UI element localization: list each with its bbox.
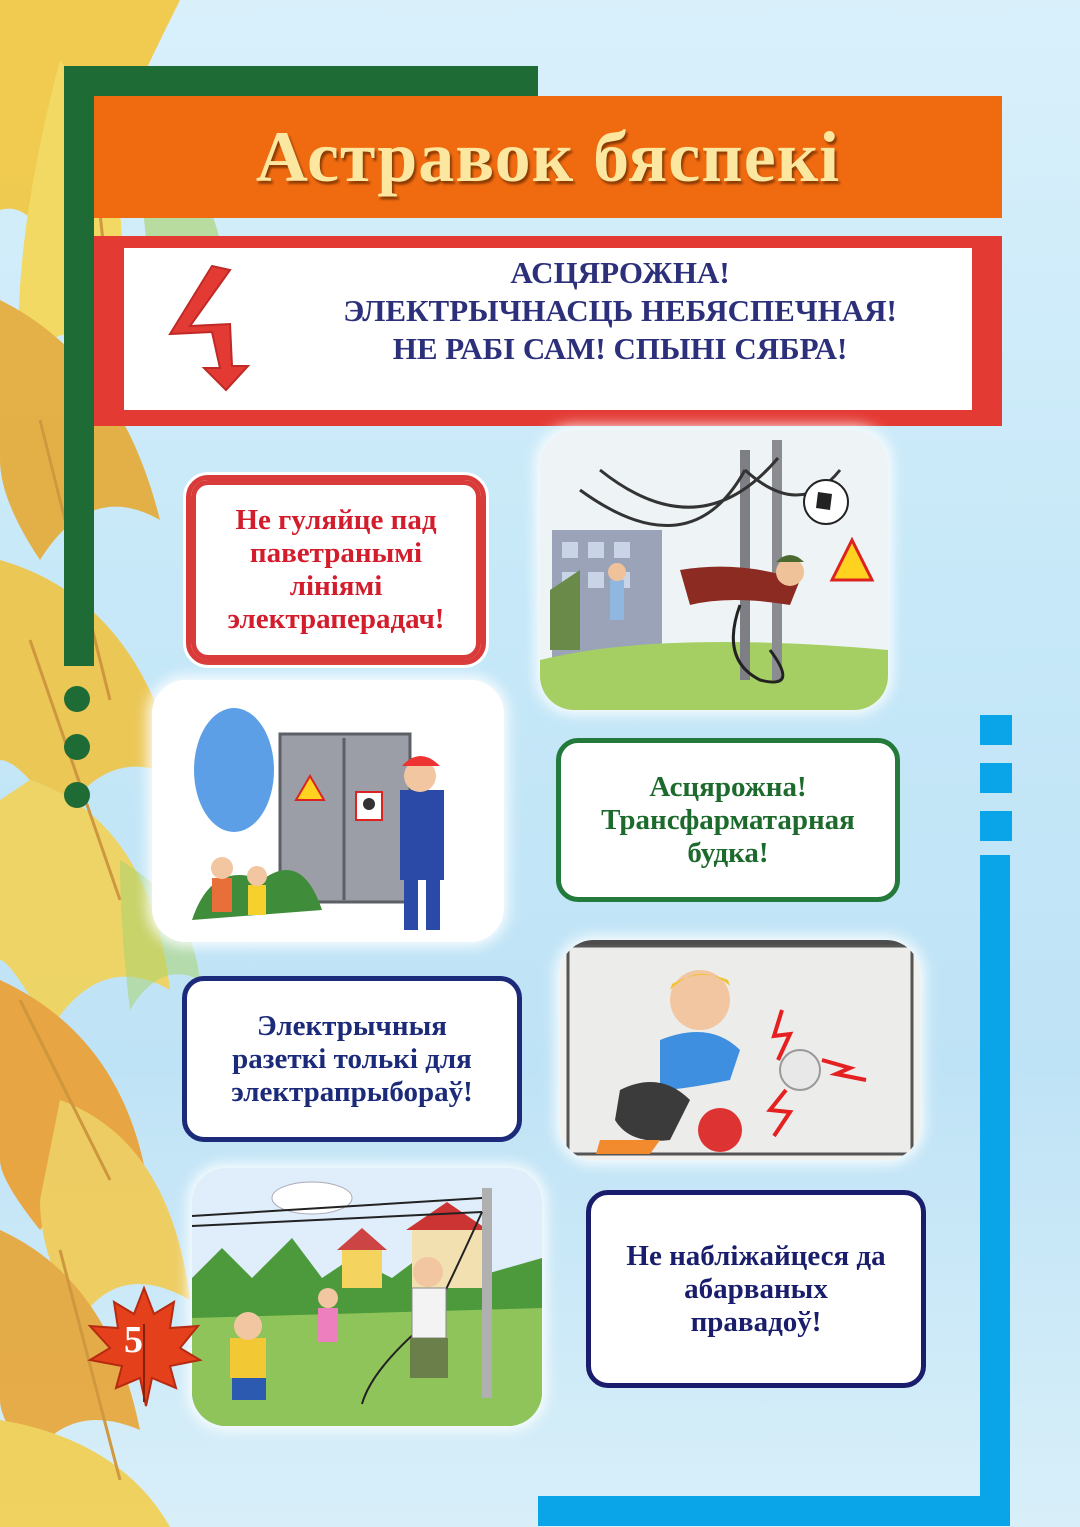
- broken-wire-illustration: [192, 1168, 542, 1426]
- power-lines-illustration: [540, 430, 888, 710]
- note-line: электраперадач!: [227, 603, 445, 635]
- note-line: абарваных: [684, 1272, 828, 1305]
- note-line: лініямі: [289, 570, 383, 602]
- socket-illustration: [560, 940, 920, 1160]
- note-broken-wires: [586, 1190, 926, 1388]
- page-number: 5: [124, 1319, 143, 1361]
- note-line: Трансфарматарная: [601, 803, 855, 836]
- warning-text: [280, 254, 960, 368]
- page-title: Астравок бяспекі: [255, 116, 841, 197]
- green-frame-left: [64, 66, 94, 666]
- note-line: Не гуляйце пад: [235, 504, 437, 536]
- note-line: будка!: [687, 836, 769, 869]
- note-line: паветранымі: [249, 537, 423, 569]
- warning-line: АСЦЯРОЖНА!: [510, 255, 730, 290]
- note-line: правадоў!: [690, 1305, 822, 1338]
- note-line: разеткі толькі для: [232, 1042, 472, 1075]
- note-line: Не набліжайцеся да: [626, 1239, 886, 1272]
- note-power-lines: [186, 475, 486, 665]
- note-transformer-booth: [556, 738, 900, 902]
- blue-square: [980, 811, 1012, 841]
- note-line: электрапрыбораў!: [231, 1075, 473, 1108]
- blue-frame-bottom: [538, 1496, 1010, 1526]
- green-dot: [64, 782, 90, 808]
- blue-square: [980, 763, 1012, 793]
- transformer-booth-illustration: [152, 680, 504, 942]
- title-band: [94, 96, 1002, 218]
- blue-square: [980, 715, 1012, 745]
- green-dot: [64, 686, 90, 712]
- blue-frame-right: [980, 855, 1010, 1505]
- green-frame-top: [64, 66, 538, 96]
- note-line: Электрычныя: [257, 1009, 447, 1042]
- note-line: Асцярожна!: [649, 770, 807, 803]
- warning-line: НЕ РАБІ САМ! СПЫНІ СЯБРА!: [392, 331, 848, 366]
- lightning-arrow-icon: [160, 262, 285, 392]
- warning-line: ЭЛЕКТРЫЧНАСЦЬ НЕБЯСПЕЧНАЯ!: [343, 293, 897, 328]
- note-sockets: [182, 976, 522, 1142]
- green-dot: [64, 734, 90, 760]
- maple-leaf-icon: [82, 1284, 206, 1408]
